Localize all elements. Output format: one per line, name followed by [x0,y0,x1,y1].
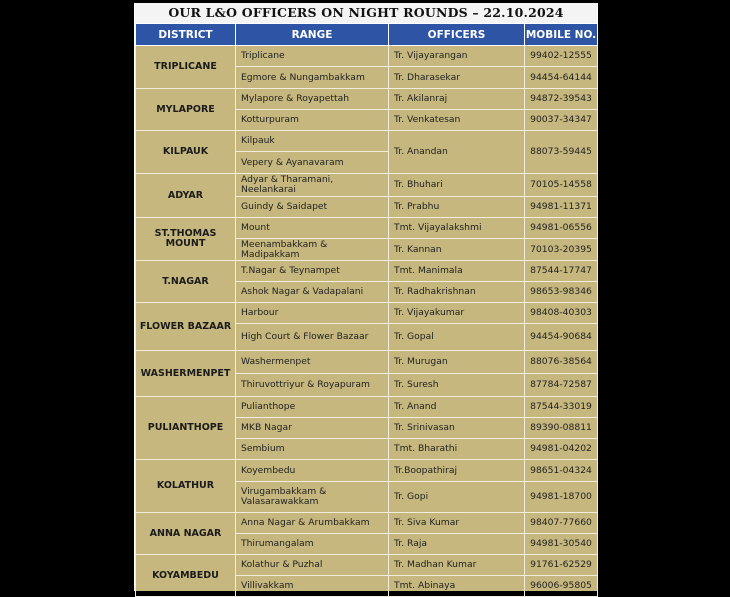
officers-table-body [136,46,598,597]
district-cell: ST.THOMAS MOUNT [136,218,236,261]
range-cell: Villivakkam [236,576,389,597]
district-cell: PULIANTHOPE [136,397,236,460]
mobile-cell: 94981-11371 [525,197,598,218]
range-cell: Thiruvottriyur & Royapuram [236,374,389,397]
officer-cell: Tr. Kannan [389,239,525,261]
officer-cell: Tr. Prabhu [389,197,525,218]
table-row [136,174,598,197]
district-cell: MYLAPORE [136,89,236,131]
range-cell: Harbour [236,303,389,324]
mobile-cell: 99402-12555 [525,46,598,67]
officer-cell: Tr. Anandan [389,131,525,174]
mobile-cell: 96006-95805 [525,576,598,597]
range-cell: High Court & Flower Bazaar [236,324,389,351]
district-cell: KOLATHUR [136,460,236,513]
district-cell: ADYAR [136,174,236,218]
district-cell: WASHERMENPET [136,351,236,397]
mobile-cell: 89390-08811 [525,418,598,439]
range-cell: Kilpauk [236,131,389,152]
district-cell: TRIPLICANE [136,46,236,89]
mobile-cell: 87784-72587 [525,374,598,397]
mobile-cell: 70103-20395 [525,239,598,261]
range-cell: Kolathur & Puzhal [236,555,389,576]
officers-document [134,3,598,591]
range-cell: Pulianthope [236,397,389,418]
document-title: OUR L&O OFFICERS ON NIGHT ROUNDS – 22.10.2024 [135,3,597,23]
mobile-cell: 87544-17747 [525,261,598,282]
officer-cell: Tr. Vijayarangan [389,46,525,67]
officer-cell: Tr. Suresh [389,374,525,397]
table-row [136,131,598,152]
range-cell: Virugambakkam & Valasarawakkam [236,482,389,513]
officer-cell: Tr. Gopal [389,324,525,351]
table-row [136,397,598,418]
officer-cell: Tmt. Vijayalakshmi [389,218,525,239]
mobile-cell: 90037-34347 [525,110,598,131]
officer-cell: Tr. Gopi [389,482,525,513]
header-row [136,24,598,46]
mobile-cell: 94981-04202 [525,439,598,460]
range-cell: Anna Nagar & Arumbakkam [236,513,389,534]
officer-cell: Tmt. Manimala [389,261,525,282]
district-cell: FLOWER BAZAAR [136,303,236,351]
mobile-cell: 70105-14558 [525,174,598,197]
range-cell: Ashok Nagar & Vadapalani [236,282,389,303]
range-cell: Koyembedu [236,460,389,482]
district-cell: T.NAGAR [136,261,236,303]
range-cell: Guindy & Saidapet [236,197,389,218]
officer-cell: Tr. Raja [389,534,525,555]
mobile-cell: 98653-98346 [525,282,598,303]
header-range: RANGE [236,24,389,46]
range-cell: Kotturpuram [236,110,389,131]
range-cell: T.Nagar & Teynampet [236,261,389,282]
officer-cell: Tr. Madhan Kumar [389,555,525,576]
header-officers: OFFICERS [389,24,525,46]
header-mobile: MOBILE NO. [525,24,598,46]
mobile-cell: 91761-62529 [525,555,598,576]
range-cell: Mount [236,218,389,239]
range-cell: Sembium [236,439,389,460]
range-cell: Adyar & Tharamani, Neelankarai [236,174,389,197]
officer-cell: Tr. Siva Kumar [389,513,525,534]
officer-cell: Tmt. Bharathi [389,439,525,460]
mobile-cell: 98408-40303 [525,303,598,324]
officer-cell: Tr. Radhakrishnan [389,282,525,303]
mobile-cell: 94454-90684 [525,324,598,351]
mobile-cell: 98407-77660 [525,513,598,534]
officer-cell: Tr. Anand [389,397,525,418]
mobile-cell: 94454-64144 [525,67,598,89]
mobile-cell: 88073-59445 [525,131,598,174]
range-cell: Triplicane [236,46,389,67]
officer-cell: Tr. Srinivasan [389,418,525,439]
officer-cell: Tr.Boopathiraj [389,460,525,482]
district-cell: KOYAMBEDU [136,555,236,597]
table-row [136,555,598,576]
officer-cell: Tr. Murugan [389,351,525,374]
range-cell: Mylapore & Royapettah [236,89,389,110]
mobile-cell: 88076-38564 [525,351,598,374]
mobile-cell: 94872-39543 [525,89,598,110]
range-cell: Washermenpet [236,351,389,374]
table-row [136,218,598,239]
mobile-cell: 94981-18700 [525,482,598,513]
mobile-cell: 94981-06556 [525,218,598,239]
district-cell: KILPAUK [136,131,236,174]
officers-table [135,23,598,597]
officer-cell: Tr. Dharasekar [389,67,525,89]
officer-cell: Tmt. Abinaya [389,576,525,597]
header-district: DISTRICT [136,24,236,46]
table-row [136,261,598,282]
table-row [136,303,598,324]
table-row [136,460,598,482]
table-row [136,351,598,374]
officer-cell: Tr. Vijayakumar [389,303,525,324]
district-cell: ANNA NAGAR [136,513,236,555]
table-row [136,46,598,67]
table-row [136,513,598,534]
range-cell: MKB Nagar [236,418,389,439]
range-cell: Thirumangalam [236,534,389,555]
officer-cell: Tr. Akilanraj [389,89,525,110]
range-cell: Vepery & Ayanavaram [236,152,389,174]
range-cell: Meenambakkam & Madipakkam [236,239,389,261]
table-row [136,89,598,110]
range-cell: Egmore & Nungambakkam [236,67,389,89]
mobile-cell: 87544-33019 [525,397,598,418]
officer-cell: Tr. Venkatesan [389,110,525,131]
officer-cell: Tr. Bhuhari [389,174,525,197]
mobile-cell: 94981-30540 [525,534,598,555]
mobile-cell: 98651-04324 [525,460,598,482]
